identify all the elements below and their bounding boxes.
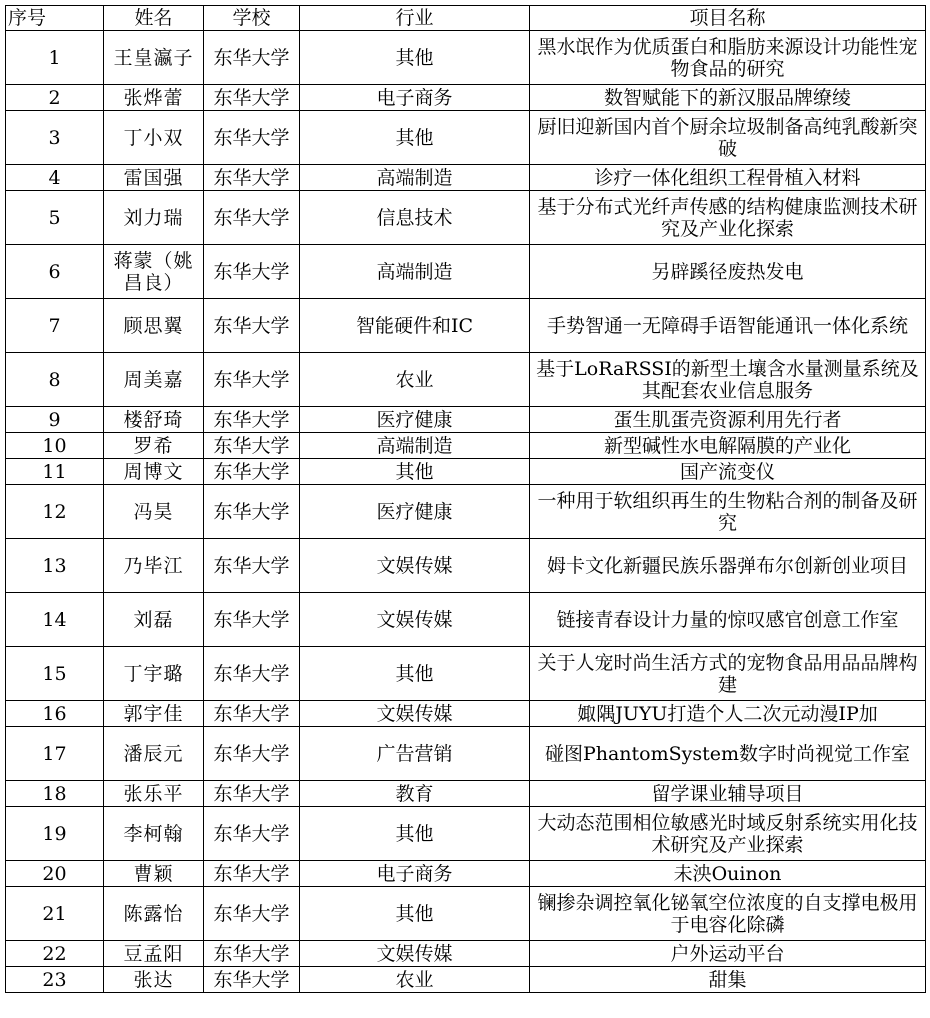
row-number-cell: 13 xyxy=(6,539,104,593)
school-cell: 东华大学 xyxy=(204,539,300,593)
name-cell: 王皇瀛子 xyxy=(104,31,204,85)
name-cell: 张乐平 xyxy=(104,781,204,807)
project-name-cell: 姆卡文化新疆民族乐器弹布尔创新创业项目 xyxy=(530,539,926,593)
header-industry: 行业 xyxy=(300,6,530,31)
row-number-cell: 21 xyxy=(6,887,104,941)
industry-cell: 其他 xyxy=(300,111,530,165)
header-no: 序号 xyxy=(6,6,104,31)
table-row xyxy=(6,459,926,485)
school-cell: 东华大学 xyxy=(204,85,300,111)
industry-cell: 广告营销 xyxy=(300,727,530,781)
school-cell: 东华大学 xyxy=(204,941,300,967)
row-number-cell: 1 xyxy=(6,31,104,85)
header-name: 姓名 xyxy=(104,6,204,31)
project-name-cell: 链接青春设计力量的惊叹感官创意工作室 xyxy=(530,593,926,647)
project-name-cell: 国产流变仪 xyxy=(530,459,926,485)
industry-cell: 农业 xyxy=(300,967,530,993)
row-number-cell: 22 xyxy=(6,941,104,967)
table-row xyxy=(6,593,926,647)
school-cell: 东华大学 xyxy=(204,701,300,727)
table-row xyxy=(6,861,926,887)
row-number-cell: 10 xyxy=(6,433,104,459)
name-cell: 冯昊 xyxy=(104,485,204,539)
school-cell: 东华大学 xyxy=(204,299,300,353)
project-name-cell: 未泱Ouinon xyxy=(530,861,926,887)
school-cell: 东华大学 xyxy=(204,781,300,807)
row-number-cell: 7 xyxy=(6,299,104,353)
project-name-cell: 另辟蹊径废热发电 xyxy=(530,245,926,299)
row-number-cell: 9 xyxy=(6,407,104,433)
table-row xyxy=(6,807,926,861)
table-row xyxy=(6,941,926,967)
industry-cell: 电子商务 xyxy=(300,861,530,887)
project-name-cell: 大动态范围相位敏感光时域反射系统实用化技术研究及产业探索 xyxy=(530,807,926,861)
table-row xyxy=(6,887,926,941)
table-row xyxy=(6,111,926,165)
project-table xyxy=(5,5,926,993)
industry-cell: 其他 xyxy=(300,807,530,861)
project-name-cell: 一种用于软组织再生的生物粘合剂的制备及研究 xyxy=(530,485,926,539)
row-number-cell: 8 xyxy=(6,353,104,407)
industry-cell: 医疗健康 xyxy=(300,485,530,539)
school-cell: 东华大学 xyxy=(204,353,300,407)
table-row xyxy=(6,407,926,433)
row-number-cell: 3 xyxy=(6,111,104,165)
name-cell: 郭宇佳 xyxy=(104,701,204,727)
row-number-cell: 11 xyxy=(6,459,104,485)
row-number-cell: 14 xyxy=(6,593,104,647)
name-cell: 周博文 xyxy=(104,459,204,485)
project-name-cell: 镧掺杂调控氧化铋氧空位浓度的自支撑电极用于电容化除磷 xyxy=(530,887,926,941)
project-name-cell: 关于人宠时尚生活方式的宠物食品用品品牌构建 xyxy=(530,647,926,701)
header-project: 项目名称 xyxy=(530,6,926,31)
school-cell: 东华大学 xyxy=(204,433,300,459)
row-number-cell: 5 xyxy=(6,191,104,245)
name-cell: 陈露怡 xyxy=(104,887,204,941)
table-row xyxy=(6,191,926,245)
table-header-row xyxy=(6,6,926,31)
project-name-cell: 碰图PhantomSystem数字时尚视觉工作室 xyxy=(530,727,926,781)
name-cell: 乃毕江 xyxy=(104,539,204,593)
project-name-cell: 蛋生肌蛋壳资源利用先行者 xyxy=(530,407,926,433)
table-row xyxy=(6,485,926,539)
table-row xyxy=(6,353,926,407)
name-cell: 罗希 xyxy=(104,433,204,459)
name-cell: 丁小双 xyxy=(104,111,204,165)
name-cell: 丁宇璐 xyxy=(104,647,204,701)
row-number-cell: 16 xyxy=(6,701,104,727)
industry-cell: 农业 xyxy=(300,353,530,407)
project-name-cell: 基于LoRaRSSI的新型土壤含水量测量系统及其配套农业信息服务 xyxy=(530,353,926,407)
school-cell: 东华大学 xyxy=(204,485,300,539)
row-number-cell: 23 xyxy=(6,967,104,993)
row-number-cell: 6 xyxy=(6,245,104,299)
row-number-cell: 17 xyxy=(6,727,104,781)
name-cell: 楼舒琦 xyxy=(104,407,204,433)
header-school: 学校 xyxy=(204,6,300,31)
table-row xyxy=(6,539,926,593)
school-cell: 东华大学 xyxy=(204,459,300,485)
industry-cell: 高端制造 xyxy=(300,433,530,459)
industry-cell: 文娱传媒 xyxy=(300,701,530,727)
project-name-cell: 基于分布式光纤声传感的结构健康监测技术研究及产业化探索 xyxy=(530,191,926,245)
name-cell: 周美嘉 xyxy=(104,353,204,407)
school-cell: 东华大学 xyxy=(204,967,300,993)
industry-cell: 文娱传媒 xyxy=(300,941,530,967)
name-cell: 张烨蕾 xyxy=(104,85,204,111)
school-cell: 东华大学 xyxy=(204,245,300,299)
table-row xyxy=(6,299,926,353)
project-name-cell: 数智赋能下的新汉服品牌缭绫 xyxy=(530,85,926,111)
industry-cell: 信息技术 xyxy=(300,191,530,245)
table-row xyxy=(6,701,926,727)
table-row xyxy=(6,647,926,701)
row-number-cell: 20 xyxy=(6,861,104,887)
school-cell: 东华大学 xyxy=(204,191,300,245)
name-cell: 张达 xyxy=(104,967,204,993)
name-cell: 曹颖 xyxy=(104,861,204,887)
table-row xyxy=(6,85,926,111)
project-name-cell: 手势智通一无障碍手语智能通讯一体化系统 xyxy=(530,299,926,353)
table-body xyxy=(6,31,926,993)
row-number-cell: 18 xyxy=(6,781,104,807)
project-name-cell: 户外运动平台 xyxy=(530,941,926,967)
name-cell: 雷国强 xyxy=(104,165,204,191)
table-row xyxy=(6,727,926,781)
industry-cell: 文娱传媒 xyxy=(300,593,530,647)
industry-cell: 高端制造 xyxy=(300,245,530,299)
row-number-cell: 4 xyxy=(6,165,104,191)
name-cell: 蒋蒙（姚昌良） xyxy=(104,245,204,299)
row-number-cell: 2 xyxy=(6,85,104,111)
row-number-cell: 19 xyxy=(6,807,104,861)
row-number-cell: 15 xyxy=(6,647,104,701)
project-name-cell: 甜集 xyxy=(530,967,926,993)
project-name-cell: 新型碱性水电解隔膜的产业化 xyxy=(530,433,926,459)
school-cell: 东华大学 xyxy=(204,31,300,85)
industry-cell: 其他 xyxy=(300,31,530,85)
industry-cell: 教育 xyxy=(300,781,530,807)
industry-cell: 电子商务 xyxy=(300,85,530,111)
industry-cell: 医疗健康 xyxy=(300,407,530,433)
school-cell: 东华大学 xyxy=(204,887,300,941)
industry-cell: 智能硬件和IC xyxy=(300,299,530,353)
school-cell: 东华大学 xyxy=(204,807,300,861)
name-cell: 刘磊 xyxy=(104,593,204,647)
row-number-cell: 12 xyxy=(6,485,104,539)
school-cell: 东华大学 xyxy=(204,647,300,701)
project-name-cell: 留学课业辅导项目 xyxy=(530,781,926,807)
school-cell: 东华大学 xyxy=(204,593,300,647)
industry-cell: 高端制造 xyxy=(300,165,530,191)
table-row xyxy=(6,967,926,993)
table-row xyxy=(6,433,926,459)
name-cell: 李柯翰 xyxy=(104,807,204,861)
industry-cell: 文娱传媒 xyxy=(300,539,530,593)
table-row xyxy=(6,781,926,807)
school-cell: 东华大学 xyxy=(204,165,300,191)
industry-cell: 其他 xyxy=(300,887,530,941)
project-name-cell: 黑水氓作为优质蛋白和脂肪来源设计功能性宠物食品的研究 xyxy=(530,31,926,85)
project-name-cell: 厨旧迎新国内首个厨余垃圾制备高纯乳酸新突破 xyxy=(530,111,926,165)
project-name-cell: 娵隅JUYU打造个人二次元动漫IP加 xyxy=(530,701,926,727)
school-cell: 东华大学 xyxy=(204,111,300,165)
name-cell: 豆孟阳 xyxy=(104,941,204,967)
table-row xyxy=(6,245,926,299)
school-cell: 东华大学 xyxy=(204,407,300,433)
project-name-cell: 诊疗一体化组织工程骨植入材料 xyxy=(530,165,926,191)
table-row xyxy=(6,165,926,191)
name-cell: 潘辰元 xyxy=(104,727,204,781)
industry-cell: 其他 xyxy=(300,459,530,485)
table-row xyxy=(6,31,926,85)
name-cell: 顾思翼 xyxy=(104,299,204,353)
school-cell: 东华大学 xyxy=(204,727,300,781)
school-cell: 东华大学 xyxy=(204,861,300,887)
industry-cell: 其他 xyxy=(300,647,530,701)
name-cell: 刘力瑞 xyxy=(104,191,204,245)
